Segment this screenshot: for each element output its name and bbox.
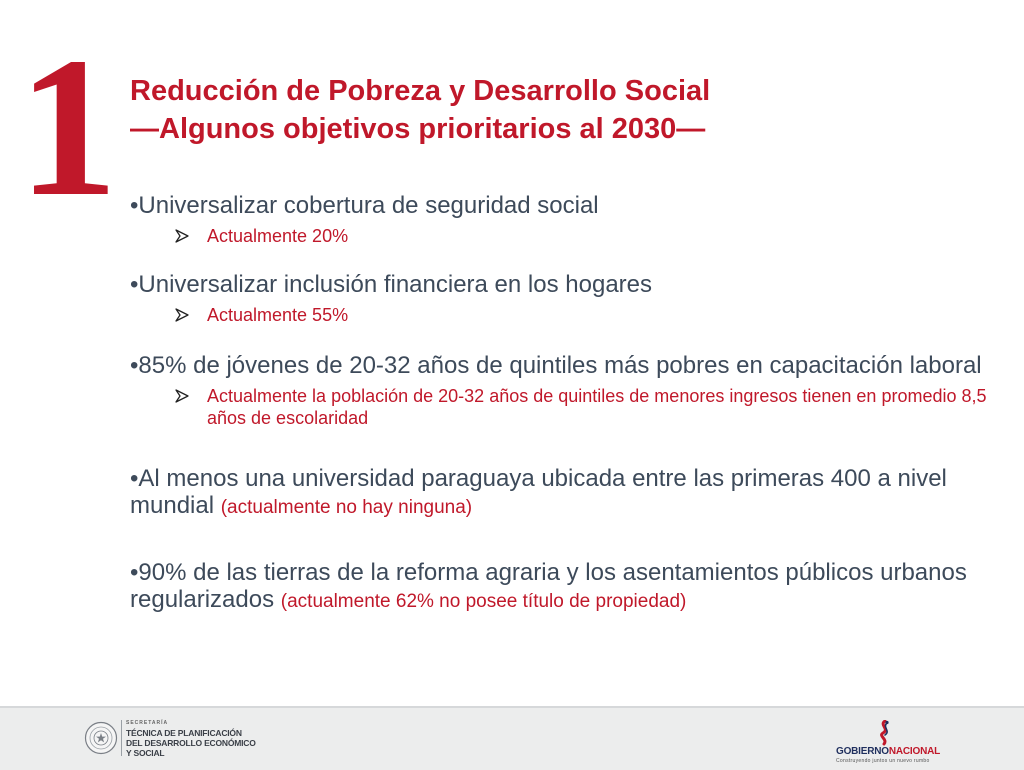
bullet-item (130, 271, 990, 298)
secretaria-line-3: Y SOCIAL (126, 748, 165, 758)
bullet-text: •90% de las tierras de la reforma agraria y los asentamientos públicos urbanos regularizados (130, 559, 967, 613)
sub-bullet-text: Actualmente 20% (207, 226, 349, 246)
bullet-item (130, 465, 990, 521)
sub-bullet-text: Actualmente la población de 20-32 años de quintiles de menores ingresos tienen en promedio 8,5 años de escolaridad (207, 386, 987, 428)
national-seal-icon (84, 721, 118, 755)
secretaria-logo (126, 718, 256, 758)
gobierno-tagline: Construyendo juntos un nuevo rumbo (836, 758, 930, 764)
bullet-note: (actualmente no hay ninguna) (220, 497, 473, 518)
arrow-bullet-icon (174, 228, 190, 244)
footer-divider (121, 720, 122, 756)
secretaria-line-2: DEL DESARROLLO ECONÓMICO (126, 738, 256, 748)
sub-bullet (207, 385, 990, 429)
flag-ribbon-icon (876, 720, 892, 746)
bullet-note: (actualmente 62% no posee título de propiedad) (280, 591, 687, 612)
secretaria-line-1: TÉCNICA DE PLANIFICACIÓN (126, 728, 242, 738)
gobierno-nacional-logo (836, 724, 946, 764)
bullet-text: •Al menos una universidad paraguaya ubicada entre las primeras 400 a nivel mundial (130, 465, 947, 519)
nacional-text: NACIONAL (888, 746, 941, 757)
bullet-list (130, 192, 990, 615)
gobierno-nacional-text (836, 746, 940, 757)
sub-bullet-text: Actualmente 55% (207, 305, 349, 325)
bullet-text: •Universalizar cobertura de seguridad social (130, 192, 599, 219)
footer-bar (0, 706, 1024, 770)
bullet-text: •85% de jóvenes de 20-32 años de quintiles más pobres en capacitación laboral (130, 352, 982, 379)
gobierno-text: GOBIERNO (836, 746, 889, 757)
bullet-text: •Universalizar inclusión financiera en los hogares (130, 271, 652, 298)
secretaria-label: SECRETARÍA (126, 720, 169, 726)
sub-bullet (207, 304, 990, 326)
arrow-bullet-icon (174, 388, 190, 404)
arrow-bullet-icon (174, 307, 190, 323)
title-line-2: —Algunos objetivos prioritarios al 2030— (130, 113, 706, 145)
bullet-item (130, 559, 990, 615)
title-line-1: Reducción de Pobreza y Desarrollo Social (130, 75, 711, 107)
section-number: 1 (18, 17, 118, 238)
bullet-item (130, 352, 990, 379)
bullet-item (130, 192, 990, 219)
slide-title (130, 72, 990, 148)
sub-bullet (207, 225, 990, 247)
